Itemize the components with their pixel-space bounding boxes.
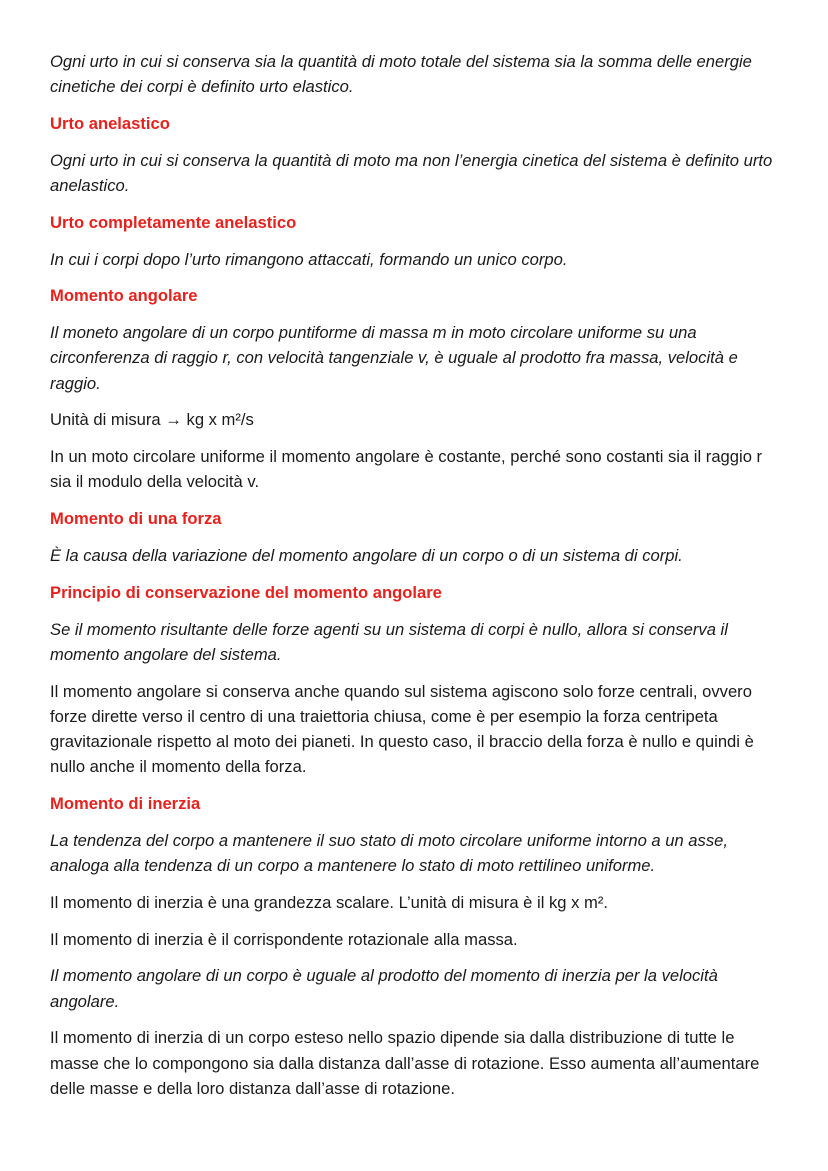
- unit-label: Unità di misura: [50, 410, 161, 430]
- paragraph-moto-circolare-uniforme: In un moto circolare uniforme il momento angolare è costante, perché sono costanti sia il raggio r sia il modulo della velocità v.: [50, 447, 763, 492]
- paragraph-momento-di-inerzia-definition: La tendenza del corpo a mantenere il suo stato di moto circolare uniforme intorno a un asse, analoga alla tendenza di un corpo a mantenere lo stato di moto rettilineo uniforme.: [50, 830, 728, 875]
- heading-momento-di-inerzia: Momento di inerzia: [50, 793, 201, 813]
- heading-urto-completamente-anelastico: Urto completamente anelastico: [50, 212, 297, 232]
- paragraph-momento-angolare-definition: Il moneto angolare di un corpo puntiforme di massa m in moto circolare uniforme su una circonferenza di raggio r, con velocità tangenziale v, è uguale al prodotto fra massa, velocità e raggio.: [50, 323, 738, 393]
- paragraph-urto-completamente-anelastico-definition: In cui i corpi dopo l’urto rimangono attaccati, formando un unico corpo.: [50, 249, 568, 269]
- paragraph-forze-centrali: Il momento angolare si conserva anche quando sul sistema agiscono solo forze centrali, ovvero forze dirette verso il centro di una traiettoria chiusa, come è per esempio la forza centripeta gravitazionale rispetto al moto dei pianeti. In questo caso, il braccio della forza è nullo e quindi è nullo anche il momento della forza.: [50, 681, 754, 777]
- heading-principio-conservazione: Principio di conservazione del momento angolare: [50, 582, 442, 602]
- paragraph-urto-elastico-definition: Ogni urto in cui si conserva sia la quantità di moto totale del sistema sia la somma delle energie cinetiche dei corpi è definito urto elastico.: [50, 52, 752, 97]
- heading-urto-anelastico: Urto anelastico: [50, 114, 170, 133]
- heading-momento-angolare: Momento angolare: [50, 286, 198, 306]
- unit-value: kg x m²/s: [186, 410, 254, 430]
- paragraph-momento-di-una-forza-definition: È la causa della variazione del momento angolare di un corpo o di un sistema di corpi.: [50, 545, 683, 565]
- paragraph-corpo-esteso: Il momento di inerzia di un corpo esteso nello spazio dipende sia dalla distribuzione di tutte le masse che lo compongono sia dalla distanza dall’asse di rotazione. Esso aumenta all’aumentare delle masse e della loro distanza dall’asse di rotazione.: [50, 1028, 760, 1098]
- paragraph-momento-angolare-inerzia: Il momento angolare di un corpo è uguale al prodotto del momento di inerzia per la velocità angolare.: [50, 966, 718, 1011]
- paragraph-grandezza-scalare: Il momento di inerzia è una grandezza scalare. L’unità di misura è il kg x m².: [50, 892, 608, 912]
- heading-momento-di-una-forza: Momento di una forza: [50, 509, 222, 529]
- document-page: [50, 49, 785, 1113]
- paragraph-urto-anelastico-definition: Ogni urto in cui si conserva la quantità di moto ma non l’energia cinetica del sistema è definito urto anelastico.: [50, 150, 773, 195]
- paragraph-corrispondente-rotazionale: Il momento di inerzia è il corrispondente rotazionale alla massa.: [50, 929, 518, 949]
- paragraph-principio-conservazione-definition: Se il momento risultante delle forze agenti su un sistema di corpi è nullo, allora si conserva il momento angolare del sistema.: [50, 619, 728, 664]
- unit-of-measure-line: [50, 407, 785, 432]
- right-arrow-icon: →: [165, 410, 182, 430]
